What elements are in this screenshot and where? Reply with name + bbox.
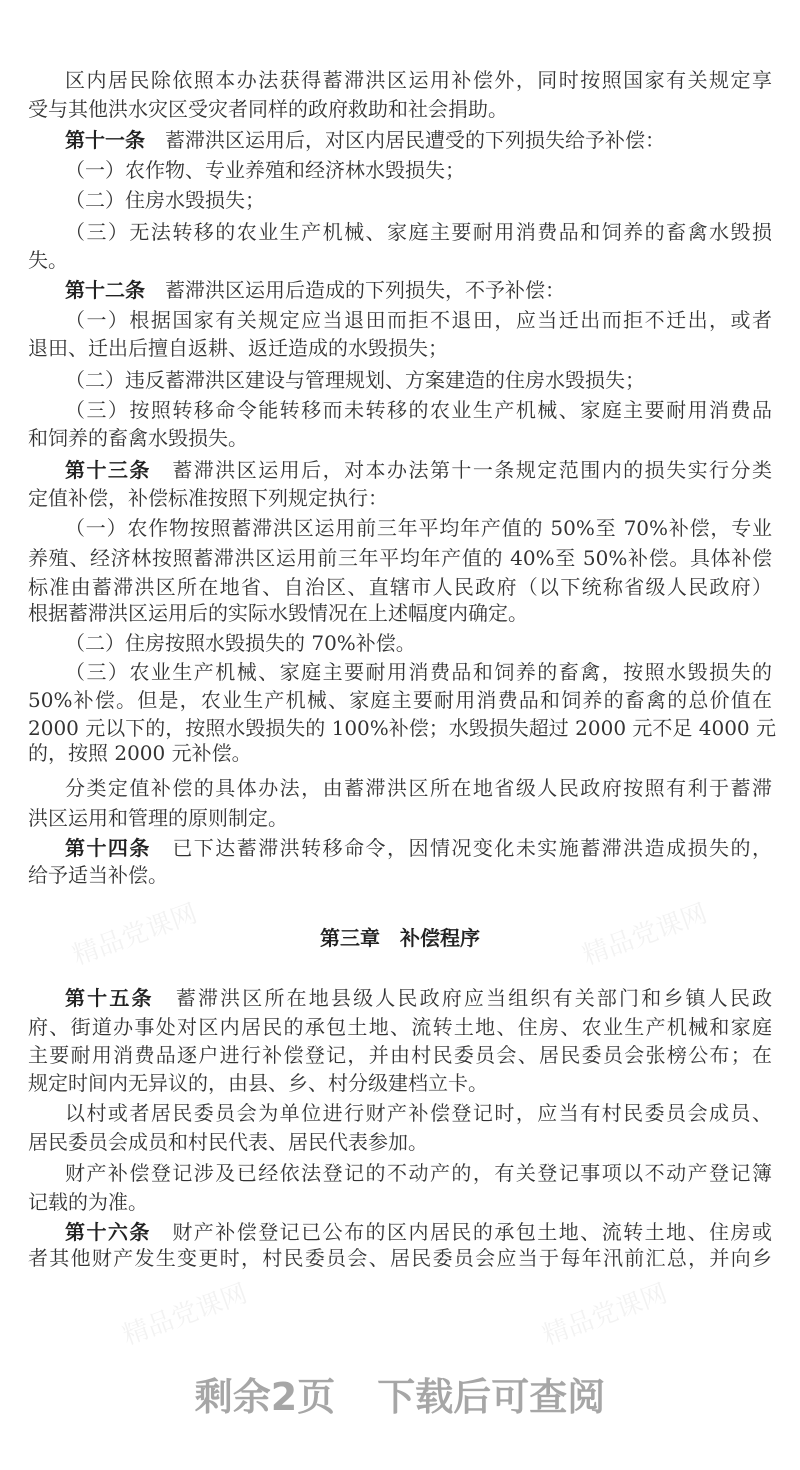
text-line (28, 863, 772, 887)
line-text: 洪区运用和管理的原则制定。 (28, 806, 288, 830)
watermark: 精品党课网 (538, 1278, 672, 1352)
line-text: 居民委员会成员和村民代表、居民代表参加。 (28, 1130, 428, 1154)
line-text: （一）农作物、专业养殖和经济林水毁损失； (65, 158, 465, 182)
remaining-pages-text: 剩余2页 (194, 1375, 336, 1419)
line-text: 蓄滞洪区运用后造成的下列损失，不予补偿： (165, 278, 565, 302)
text-line (65, 188, 772, 212)
text-line (28, 1246, 772, 1270)
text-line (65, 836, 772, 860)
text-line (65, 516, 772, 540)
text-line (65, 660, 772, 684)
text-line (28, 486, 772, 510)
text-line (65, 986, 772, 1010)
text-line (65, 278, 772, 302)
line-text: 的，按照 2000 元补偿。 (28, 741, 252, 765)
watermark: 精品党课网 (118, 1278, 252, 1352)
line-text: （三）农业生产机械、家庭主要耐用消费品和饲养的畜禽，按照水毁损失的 (65, 660, 772, 684)
text-line (28, 248, 772, 272)
line-text: （一）根据国家有关规定应当退田而拒不退田，应当迁出而拒不迁出，或者 (65, 308, 772, 332)
line-text: 已下达蓄滞洪转移命令，因情况变化未实施蓄滞洪造成损失的， (172, 836, 772, 860)
line-text: 标准由蓄滞洪区所在地省、自治区、直辖市人民政府（以下统称省级人民政府） (28, 575, 772, 599)
text-line (65, 128, 772, 152)
text-line (28, 1043, 772, 1067)
text-line (65, 1161, 772, 1185)
line-text: 记载的为准。 (28, 1190, 148, 1214)
text-line (65, 68, 772, 92)
text-line (28, 741, 772, 765)
text-line (28, 1071, 772, 1095)
line-text: 失。 (28, 248, 68, 272)
text-line (28, 806, 772, 830)
line-text: 受与其他洪水灾区受灾者同样的政府救助和社会捐助。 (28, 97, 508, 121)
download-to-view-text: 下载后可查阅 (377, 1375, 606, 1419)
line-text: 根据蓄滞洪区运用后的实际水毁情况在上述幅度内确定。 (28, 601, 528, 625)
line-text: 府、街道办事处对区内居民的承包土地、流转土地、住房、农业生产机械和家庭 (28, 1015, 772, 1039)
line-text: 养殖、经济林按照蓄滞洪区运用前三年平均年产值的 40%至 50%补偿。具体补偿 (28, 546, 772, 570)
line-text: 分类定值补偿的具体办法，由蓄滞洪区所在地省级人民政府按照有利于蓄滞 (65, 776, 772, 800)
line-text: （三）按照转移命令能转移而未转移的农业生产机械、家庭主要耐用消费品 (65, 398, 772, 422)
line-text: 给予适当补偿。 (28, 863, 168, 887)
line-text: 规定时间内无异议的，由县、乡、村分级建档立卡。 (28, 1071, 488, 1095)
line-text: 以村或者居民委员会为单位进行财产补偿登记时，应当有村民委员会成员、 (65, 1101, 772, 1125)
text-line (65, 398, 772, 422)
line-text: （二）违反蓄滞洪区建设与管理规划、方案建造的住房水毁损失； (65, 368, 645, 392)
text-line (65, 1220, 772, 1244)
text-line (65, 631, 772, 655)
text-line (28, 716, 777, 740)
text-line (65, 308, 772, 332)
line-text: 50%补偿。但是，农业生产机械、家庭主要耐用消费品和饲养的畜禽的总价值在 (28, 688, 772, 712)
line-text: 区内居民除依照本办法获得蓄滞洪区运用补偿外，同时按照国家有关规定享 (65, 68, 772, 92)
line-text: 蓄滞洪区运用后，对区内居民遭受的下列损失给予补偿： (165, 128, 665, 152)
article-number: 第十二条 (65, 278, 165, 302)
text-line (65, 776, 772, 800)
text-line (28, 546, 772, 570)
line-text: 蓄滞洪区所在地县级人民政府应当组织有关部门和乡镇人民政 (175, 986, 773, 1010)
line-text: 和饲养的畜禽水毁损失。 (28, 426, 248, 450)
text-line (65, 158, 772, 182)
text-line (28, 688, 772, 712)
line-text: 蓄滞洪区运用后，对本办法第十一条规定范围内的损失实行分类 (172, 458, 772, 482)
text-line (65, 458, 772, 482)
watermark: 精品党课网 (578, 898, 712, 972)
line-text: （二）住房按照水毁损失的 70%补偿。 (65, 631, 416, 655)
watermark: 精品党课网 (68, 898, 202, 972)
text-line (65, 1101, 772, 1125)
chapter-title: 第三章 补偿程序 (320, 926, 480, 950)
article-number: 第十四条 (65, 836, 173, 860)
article-number: 第十五条 (65, 986, 176, 1010)
article-number: 第十一条 (65, 128, 165, 152)
article-number: 第十三条 (65, 458, 173, 482)
download-prompt[interactable] (0, 1366, 800, 1421)
article-number: 第十六条 (65, 1220, 173, 1244)
line-text: （三）无法转移的农业生产机械、家庭主要耐用消费品和饲养的畜禽水毁损 (65, 220, 772, 244)
text-line (28, 1130, 772, 1154)
text-line (28, 1190, 772, 1214)
line-text: （二）住房水毁损失； (65, 188, 265, 212)
text-line (28, 336, 772, 360)
text-line (65, 368, 772, 392)
line-text: 定值补偿，补偿标准按照下列规定执行： (28, 486, 388, 510)
text-line (28, 426, 772, 450)
text-line (28, 97, 772, 121)
line-text: 2000 元以下的，按照水毁损失的 100%补偿；水毁损失超过 2000 元不足 4000 元 (28, 716, 777, 740)
text-line (65, 220, 772, 244)
text-line (28, 575, 772, 599)
line-text: 退田、迁出后擅自返耕、返迁造成的水毁损失； (28, 336, 448, 360)
line-text: 者其他财产发生变更时，村民委员会、居民委员会应当于每年汛前汇总，并向乡 (28, 1246, 772, 1270)
line-text: 财产补偿登记涉及已经依法登记的不动产的，有关登记事项以不动产登记簿 (65, 1161, 772, 1185)
line-text: 主要耐用消费品逐户进行补偿登记，并由村民委员会、居民委员会张榜公布；在 (28, 1043, 772, 1067)
text-line (28, 601, 772, 625)
text-line (28, 1015, 772, 1039)
line-text: （一）农作物按照蓄滞洪区运用前三年平均年产值的 50%至 70%补偿，专业 (65, 516, 772, 540)
line-text: 财产补偿登记已公布的区内居民的承包土地、流转土地、住房或 (172, 1220, 772, 1244)
